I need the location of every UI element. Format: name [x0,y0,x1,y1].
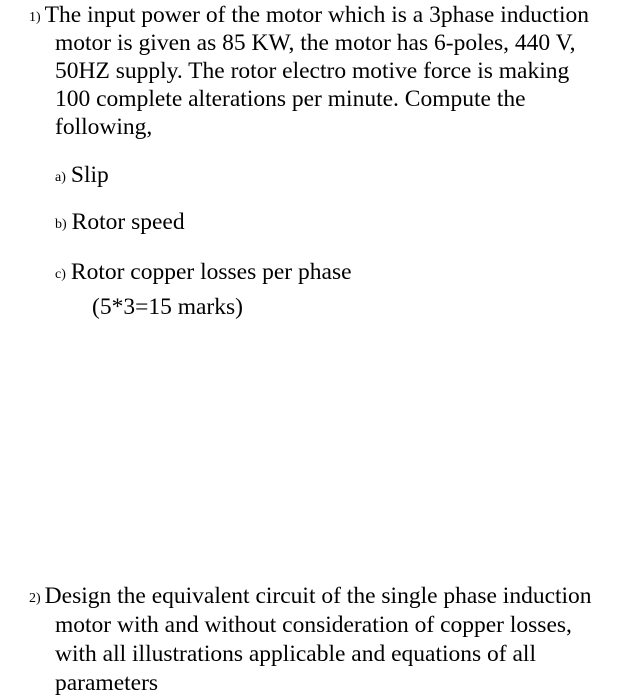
question-2-text-line: Design the equivalent circuit of the single phase induction [44,583,592,609]
part-c [55,258,352,289]
question-2-line-1 [29,582,592,613]
part-a [55,161,109,192]
part-a-text: Slip [70,162,109,188]
part-c-label: c) [55,267,66,282]
question-1-text-line: following, [55,114,153,140]
question-1-text-line: 50HZ supply. The rotor electro motive force is making [55,58,570,84]
question-2-number: 2) [29,591,41,606]
part-b-label: b) [55,217,67,232]
question-2-text-line: motor with and without consideration of copper losses, [55,612,572,638]
part-b-text: Rotor speed [71,209,185,235]
part-a-label: a) [55,170,66,185]
question-1-text-line: The input power of the motor which is a 3phase induction [44,2,589,28]
part-b [55,208,185,239]
question-2-text-line: parameters [55,670,159,696]
question-1-text-line: 100 complete alterations per minute. Compute the [55,86,526,112]
question-1-number: 1) [29,10,41,25]
part-c-text: Rotor copper losses per phase [70,259,352,285]
question-2-text-line: with all illustrations applicable and equations of all [55,641,536,667]
marks-allocation: (5*3=15 marks) [92,294,243,320]
question-1-text-line: motor is given as 85 KW, the motor has 6-poles, 440 V, [55,30,576,56]
question-1-line-1 [29,1,589,32]
